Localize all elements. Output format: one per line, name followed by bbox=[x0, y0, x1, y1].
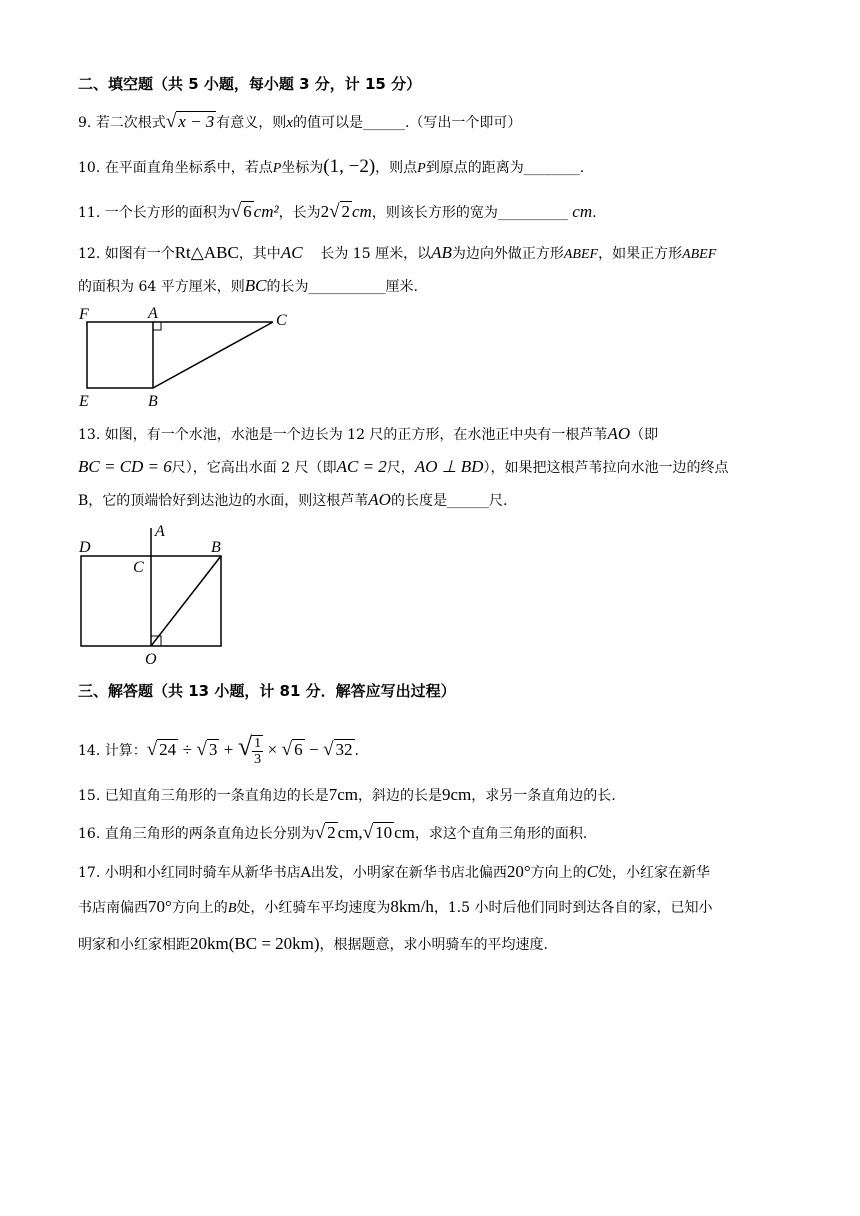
question-number: 10. bbox=[78, 160, 101, 176]
label-e: E bbox=[79, 393, 89, 410]
question-13-line-2: BC = CD = 6尺），它高出水面 2 尺（即AC = 2尺，AO ⊥ BD），如果把这根芦苇拉向水池一边的终点 bbox=[78, 457, 729, 476]
coordinate-value: (1, −2) bbox=[323, 156, 376, 177]
question-number: 12. bbox=[78, 246, 101, 262]
question-9: 9. 若二次根式√ x − 3 有意义，则x的值可以是______.（写出一个即可） bbox=[78, 111, 522, 132]
question-17-line-2: 书店南偏西70°方向上的B处，小红骑车平均速度为8km/h，1.5 小时后他们同时到达各自的家，已知小 bbox=[78, 897, 713, 916]
question-number: 9. bbox=[78, 115, 92, 131]
question-number: 11. bbox=[78, 205, 101, 221]
question-14: 14. 计算：√ 24 ÷ √ 3 + √ $\frac{1}{3}$ × √ 6 − √ 32 . bbox=[78, 732, 359, 768]
label-d: D bbox=[79, 539, 91, 556]
segment-ob bbox=[151, 556, 221, 646]
question-12-line-1: 12. 如图有一个Rt△ABC，其中AC 长为 15 厘米，以AB为边向外做正方形ABEF，如果正方形ABEF bbox=[78, 243, 717, 262]
label-f: F bbox=[79, 306, 89, 323]
right-angle-mark bbox=[153, 322, 161, 330]
question-number: 14. bbox=[78, 743, 101, 759]
question-number: 16. bbox=[78, 826, 101, 842]
question-12-line-2: 的面积为 64 平方厘米，则BC的长为___________厘米. bbox=[78, 276, 418, 295]
question-16: 16. 直角三角形的两条直角边长分别为√ 2 cm,√ 10 cm，求这个直角三角形的面积. bbox=[78, 822, 588, 843]
question-number: 15. bbox=[78, 788, 101, 804]
square-abef bbox=[87, 322, 153, 388]
question-10: 10. 在平面直角坐标系中，若点P坐标为(1, −2)，则点P到原点的距离为________. bbox=[78, 156, 585, 177]
question-11: 11. 一个长方形的面积为√ 6 cm²，长为2√ 2 cm，则该长方形的宽为__________ cm. bbox=[78, 201, 597, 222]
question-15: 15. 已知直角三角形的一条直角边的长是7cm，斜边的长是9cm，求另一条直角边的长. bbox=[78, 785, 616, 804]
radical-expression: √ x − 3 bbox=[165, 111, 215, 132]
label-c: C bbox=[133, 559, 144, 576]
question-number: 17. bbox=[78, 865, 101, 881]
label-a: A bbox=[155, 523, 165, 540]
question-17-line-3: 明家和小红家相距20km(BC = 20km)，根据题意，求小明骑车的平均速度. bbox=[78, 934, 548, 953]
figure-pond-reed bbox=[75, 520, 245, 670]
label-c: C bbox=[276, 312, 287, 329]
label-b: B bbox=[148, 393, 158, 410]
section-heading-fill-in: 二、填空题（共 5 小题，每小题 3 分，计 15 分） bbox=[78, 75, 422, 93]
question-13-line-1: 13. 如图，有一个水池，水池是一个边长为 12 尺的正方形，在水池正中央有一根芦苇AO（即 bbox=[78, 424, 659, 443]
question-17-line-1: 17. 小明和小红同时骑车从新华书店A出发，小明家在新华书店北偏西20°方向上的C处，小红家在新华 bbox=[78, 862, 710, 881]
question-13-line-3: B，它的顶端恰好到达池边的水面，则这根芦苇AO的长度是______尺. bbox=[78, 490, 508, 509]
section-heading-solve: 三、解答题（共 13 小题，计 81 分．解答应写出过程） bbox=[78, 682, 456, 700]
label-o: O bbox=[145, 651, 157, 668]
segment-bc bbox=[153, 322, 273, 388]
label-a: A bbox=[148, 305, 158, 322]
figure-square-triangle bbox=[75, 305, 305, 415]
question-number: 13. bbox=[78, 427, 101, 443]
label-b: B bbox=[211, 539, 221, 556]
